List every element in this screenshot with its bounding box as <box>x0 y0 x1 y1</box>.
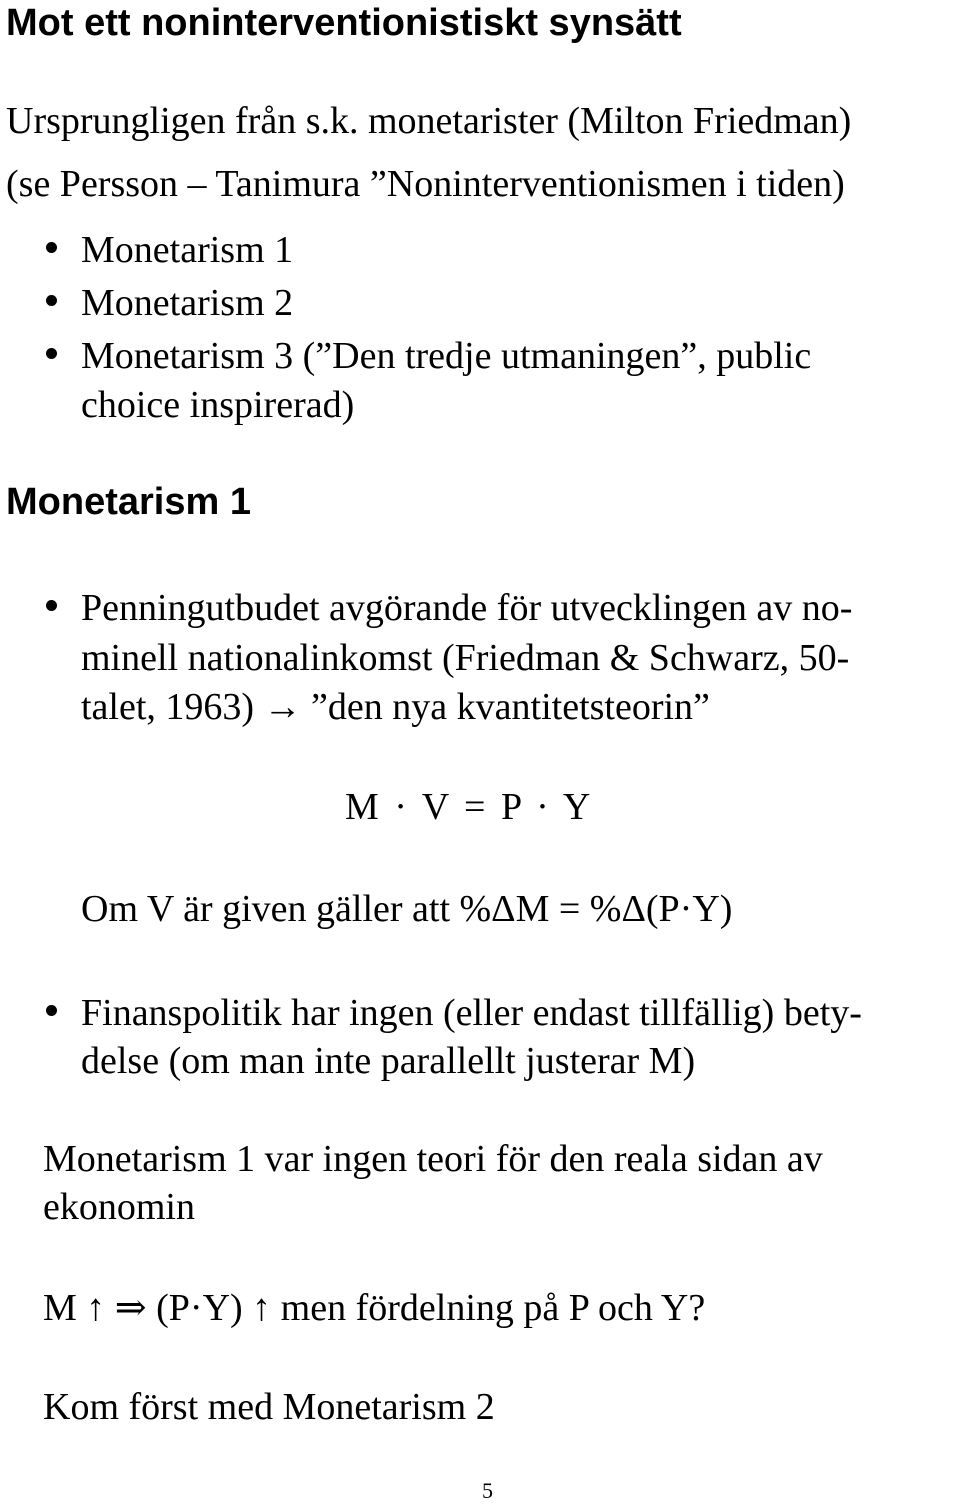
paragraph-line: Penningutbudet avgörande för utvecklingen av no- <box>81 587 853 629</box>
bullet-icon <box>46 600 57 611</box>
note-line: Monetarism 1 var ingen teori för den reala sidan av <box>43 1138 823 1180</box>
implication-line: M ↑ ⇒ (P·Y) ↑ men fördelning på P och Y? <box>43 1287 706 1329</box>
bullet-icon <box>46 242 57 253</box>
note-line: ekonomin <box>43 1186 195 1228</box>
intro-line-2: (se Persson – Tanimura ”Noninterventionismen i tiden) <box>6 163 845 205</box>
page-title: Mot ett noninterventionistiskt synsätt <box>6 2 682 44</box>
section-heading: Monetarism 1 <box>6 481 251 523</box>
list-item: Monetarism 2 <box>81 282 294 324</box>
list-item-continuation: choice inspirerad) <box>81 384 355 426</box>
list-item: Monetarism 1 <box>81 229 294 271</box>
intro-line-1: Ursprungligen från s.k. monetarister (Milton Friedman) <box>6 100 852 142</box>
paragraph-line: delse (om man inte parallellt justerar M) <box>81 1040 696 1082</box>
paragraph-line: minell nationalinkomst (Friedman & Schwarz, 50- <box>81 637 850 679</box>
paragraph-line: talet, 1963) → ”den nya kvantitetsteorin” <box>81 686 710 728</box>
equation: M · V = P · Y <box>345 786 591 828</box>
page-number: 5 <box>482 1478 493 1503</box>
paragraph-line: Finanspolitik har ingen (eller endast tillfällig) bety- <box>81 992 862 1034</box>
list-item: Monetarism 3 (”Den tredje utmaningen”, public <box>81 335 812 377</box>
condition-line: Om V är given gäller att %ΔM = %Δ(P·Y) <box>81 888 733 930</box>
bullet-icon <box>46 295 57 306</box>
bullet-icon <box>46 1005 57 1016</box>
bullet-icon <box>46 348 57 359</box>
closing-line: Kom först med Monetarism 2 <box>43 1386 495 1428</box>
